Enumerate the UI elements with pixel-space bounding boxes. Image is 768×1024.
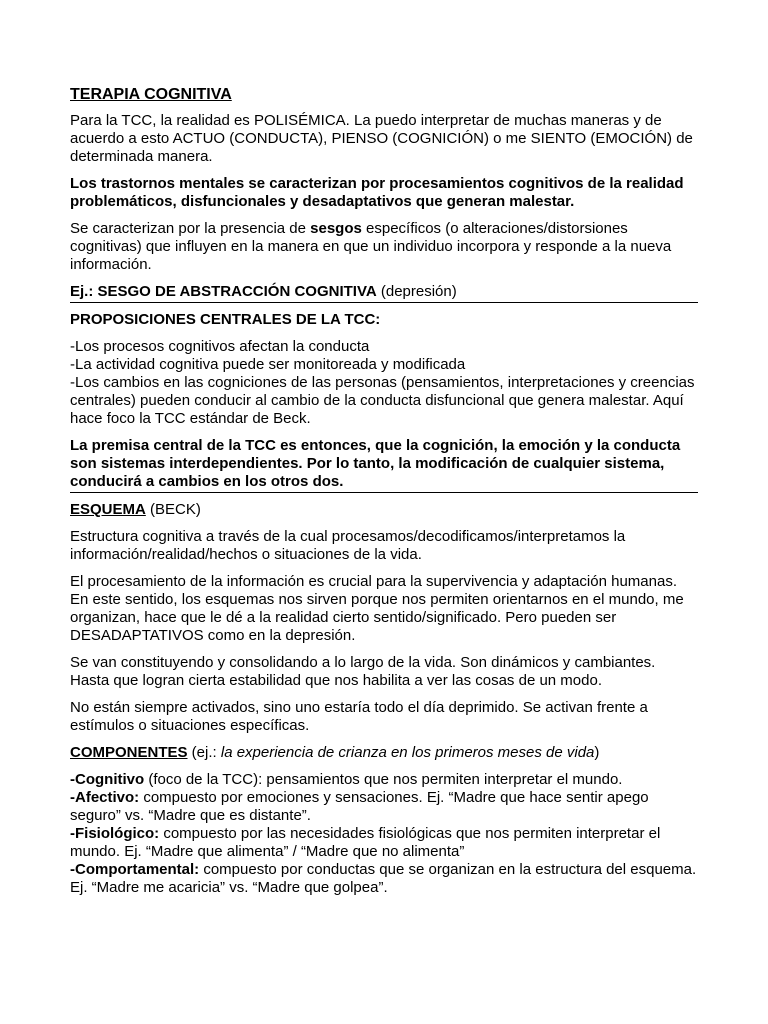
proposicion-item: -Los procesos cognitivos afectan la conducta — [70, 338, 370, 355]
sesgos-paragraph — [70, 220, 698, 274]
componentes-list — [70, 771, 698, 897]
trastornos-paragraph: Los trastornos mentales se caracterizan por procesamientos cognitivos de la realidad problemáticos, disfuncionales y desadaptativos que generan malestar. — [70, 175, 684, 210]
componente-label: -Afectivo: — [70, 789, 140, 806]
esquema-paragraph: No están siempre activados, sino uno estaría todo el día deprimido. Se activan frente a estímulos o situaciones específicas. — [70, 699, 648, 734]
componente-label: -Fisiológico: — [70, 825, 160, 842]
intro-paragraph: Para la TCC, la realidad es POLISÉMICA. La puedo interpretar de muchas maneras y de acuerdo a esto ACTUO (CONDUCTA), PIENSO (COGNICIÓN) o me SIENTO (EMOCIÓN) de determinada manera. — [70, 112, 693, 165]
componente-label: -Comportamental: — [70, 861, 200, 878]
componente-item — [70, 789, 698, 825]
esquema-paragraph: El procesamiento de la información es crucial para la supervivencia y adaptación humanas. En este sentido, los esquemas nos sirven porque nos permiten orientarnos en el mundo, me organizan, hace que le dé a la realidad cierto sentido/significado. Pero pueden ser DESADAPTATIVOS como en la depresión. — [70, 573, 684, 644]
componentes-paren-open: (ej.: — [187, 744, 221, 761]
componentes-example: la experiencia de crianza en los primeros meses de vida — [220, 744, 595, 761]
document-page — [70, 86, 698, 906]
componente-item — [70, 825, 698, 861]
sesgos-text-pre: Se caracterizan por la presencia de — [70, 220, 311, 237]
proposiciones-list — [70, 338, 698, 428]
componentes-paren-close: ) — [594, 744, 600, 761]
esquema-heading: ESQUEMA — [70, 501, 146, 518]
example-detail: (depresión) — [376, 283, 457, 300]
componente-text: compuesto por las necesidades fisiológicas que nos permiten interpretar el mundo. Ej. “Madre que alimenta” / “Madre que no alimenta” — [70, 825, 661, 860]
proposiciones-heading: PROPOSICIONES CENTRALES DE LA TCC: — [70, 311, 381, 328]
example-line — [70, 283, 698, 303]
document-title: TERAPIA COGNITIVA — [70, 86, 232, 103]
componente-text: compuesto por emociones y sensaciones. Ej. “Madre que hace sentir apego seguro” vs. “Madre que es distante”. — [70, 789, 649, 824]
esquema-paragraph: Se van constituyendo y consolidando a lo largo de la vida. Son dinámicos y cambiantes. Hasta que logran cierta estabilidad que nos habilita a ver las cosas de un modo. — [70, 654, 656, 689]
esquema-heading-line — [70, 501, 698, 519]
example-label: Ej.: SESGO DE ABSTRACCIÓN COGNITIVA — [70, 283, 377, 300]
componentes-heading: COMPONENTES — [70, 744, 188, 761]
premisa-paragraph: La premisa central de la TCC es entonces, que la cognición, la emoción y la conducta son sistemas interdependientes. Por lo tanto, la modificación de cualquier sistema, conducirá a cambios en los otros dos. — [70, 437, 698, 493]
esquema-suffix: (BECK) — [145, 501, 201, 518]
componente-item — [70, 771, 698, 789]
proposicion-item: -Los cambios en las cogniciones de las personas (pensamientos, interpretaciones y creencias centrales) pueden conducir al cambio de la conducta disfuncional que genera malestar. Aquí hace foco la TCC estándar de Beck. — [70, 374, 695, 427]
esquema-paragraph: Estructura cognitiva a través de la cual procesamos/decodificamos/interpretamos la información/realidad/hechos o situaciones de la vida. — [70, 528, 626, 563]
componentes-heading-line — [70, 744, 698, 762]
sesgos-bold-term: sesgos — [310, 220, 362, 237]
proposicion-item: -La actividad cognitiva puede ser monitoreada y modificada — [70, 356, 466, 373]
sesgos-text-post: específicos (o alteraciones/distorsiones cognitivas) que influyen en la manera en que un individuo incorpora y responde a la nueva información. — [70, 220, 672, 273]
componente-label: -Cognitivo — [70, 771, 145, 788]
componente-item — [70, 861, 698, 897]
componente-text: (foco de la TCC): pensamientos que nos permiten interpretar el mundo. — [144, 771, 623, 788]
componente-text: compuesto por conductas que se organizan en la estructura del esquema. Ej. “Madre me acaricia” vs. “Madre que golpea”. — [70, 861, 697, 896]
